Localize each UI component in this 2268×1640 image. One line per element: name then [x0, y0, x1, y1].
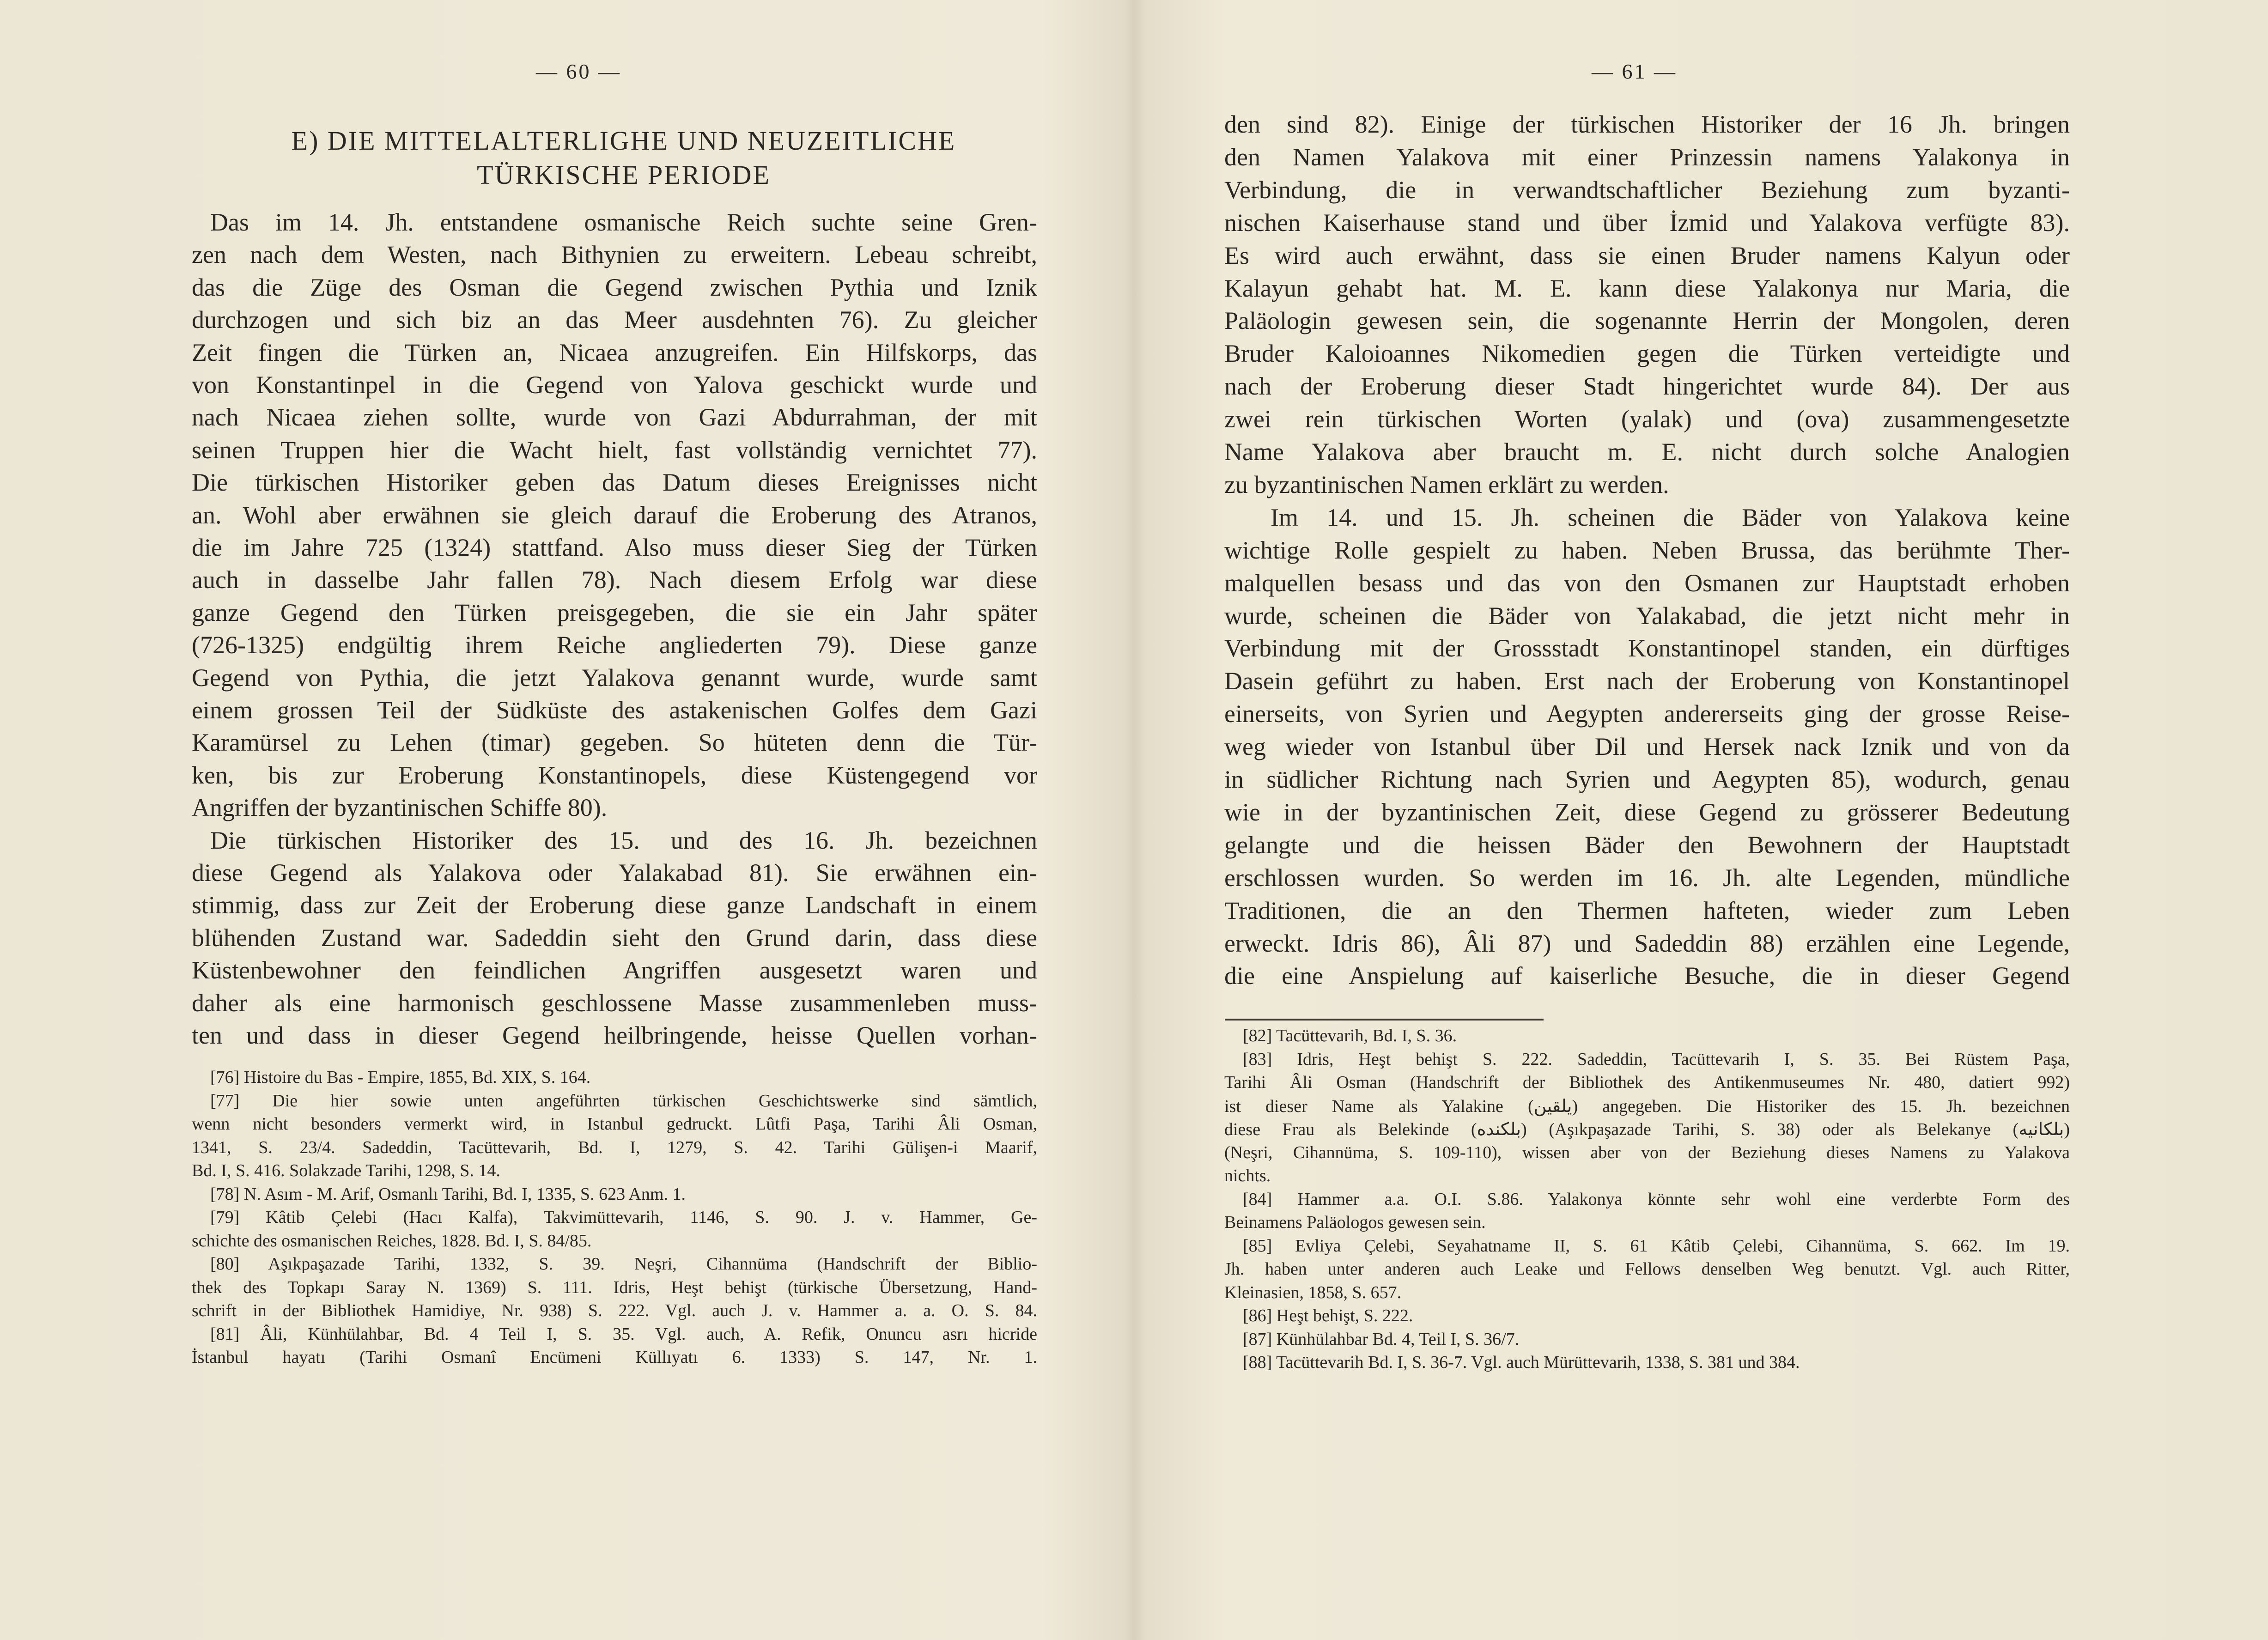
body-line: die eine Anspielung auf kaiserliche Besuche, die in dieser Gegend	[1224, 962, 2070, 990]
body-line: das die Züge des Osman die Gegend zwischen Pythia und Iznik	[192, 273, 1037, 301]
body-line: Küstenbewohner den feindlichen Angriffen ausgesetzt waren und	[192, 956, 1037, 984]
footnote-line: wenn nicht besonders vermerkt wird, in Istanbul gedruckt. Lûtfi Paşa, Tarihi Âli Osman,	[192, 1114, 1037, 1134]
body-line: Bruder Kaloioannes Nikomedien gegen die Türken verteidigte und	[1224, 340, 2070, 368]
footnote-line: diese Frau als Belekinde (بلكنده) (Aşıkpaşazade Tarihi, S. 38) oder als Belekanye (بلكانيه)	[1224, 1120, 2070, 1139]
body-line: Die türkischen Historiker geben das Datum dieses Ereignisses nicht	[192, 468, 1037, 497]
body-line: Karamürsel zu Lehen (timar) gegeben. So hüteten denn die Tür-	[192, 729, 1037, 757]
footnote-line: Bd. I, S. 416. Solakzade Tarihi, 1298, S. 14.	[192, 1161, 500, 1180]
body-line: gelangte und die heissen Bäder den Bewohnern der Hauptstadt	[1224, 831, 2070, 859]
body-line: seinen Truppen hier die Wacht hielt, fast vollständig vernichtet 77).	[192, 436, 1037, 464]
body-line: nach Nicaea ziehen sollte, wurde von Gazi Abdurrahman, der mit	[192, 403, 1037, 431]
body-line: die im Jahre 725 (1324) stattfand. Also muss dieser Sieg der Türken	[192, 534, 1037, 561]
footnote-line: [84] Hammer a.a. O.I. S.86. Yalakonya könnte sehr wohl eine verderbte Form des	[1243, 1189, 2070, 1209]
body-line: den Namen Yalakova mit einer Prinzessin namens Yalakonya in	[1224, 143, 2070, 171]
body-line: malquellen besass und das von den Osmanen zur Hauptstadt erhoben	[1224, 569, 2070, 597]
body-line: zen nach dem Westen, nach Bithynien zu erweitern. Lebeau schreibt,	[192, 241, 1037, 269]
body-line: Paläologin gewesen sein, die sogenannte Herrin der Mongolen, deren	[1224, 307, 2070, 335]
footnote-line: [80] Aşıkpaşazade Tarihi, 1332, S. 39. Neşri, Cihannüma (Handschrift der Biblio-	[210, 1254, 1037, 1274]
body-line: wie in der byzantinischen Zeit, diese Gegend zu grösserer Bedeutung	[1224, 798, 2070, 826]
body-line: Traditionen, die an den Thermen hafteten, wieder zum Leben	[1224, 896, 2070, 924]
footnote-line: Tarihi Âli Osman (Handschrift der Bibliothek des Antikenmuseumes Nr. 480, datiert 992)	[1224, 1073, 2070, 1092]
body-line: zwei rein türkischen Worten (yalak) und (ova) zusammengesetzte	[1224, 405, 2070, 433]
right-page	[1134, 0, 2268, 1640]
body-line: daher als eine harmonisch geschlossene Masse zusammenleben muss-	[192, 989, 1037, 1017]
footnote-line: schrift in der Bibliothek Hamidiye, Nr. 938) S. 222. Vgl. auch J. v. Hammer a. a. O. S. 84.	[192, 1301, 1037, 1320]
body-line: Kalayun gehabt hat. M. E. kann diese Yalakonya nur Maria, die	[1224, 274, 2070, 302]
body-line: auch in dasselbe Jahr fallen 78). Nach diesem Erfolg war diese	[192, 566, 1037, 594]
body-line: Verbindung mit der Grossstadt Konstantinopel standen, ein dürftiges	[1224, 634, 2070, 662]
body-line: Verbindung, die in verwandtschaftlicher Beziehung zum byzanti-	[1224, 176, 2070, 204]
body-line: Name Yalakova aber braucht m. E. nicht durch solche Analogien	[1224, 438, 2070, 466]
footnote-line: Beinamens Paläologos gewesen sein.	[1224, 1213, 1486, 1232]
footnote-line: [82] Tacüttevarih, Bd. I, S. 36.	[1243, 1026, 1457, 1045]
footnote-line: Jh. haben unter anderen auch Leake und Fellows denselben Weg benutzt. Vgl. auch Ritter,	[1224, 1259, 2070, 1279]
footnote-line: thek des Topkapı Saray N. 1369) S. 111. Idris, Heşt behişt (türkische Übersetzung, Hand-	[192, 1277, 1037, 1297]
body-line: einem grossen Teil der Südküste des astakenischen Golfes dem Gazi	[192, 696, 1037, 724]
body-line: den sind 82). Einige der türkischen Historiker der 16 Jh. bringen	[1224, 110, 2070, 138]
footnote-line: İstanbul hayatı (Tarihi Osmanî Encümeni Küllıyatı 6. 1333) S. 147, Nr. 1.	[192, 1348, 1037, 1367]
footnote-line: [83] Idris, Heşt behişt S. 222. Sadeddin, Tacüttevarih I, S. 35. Bei Rüstem Paşa,	[1243, 1049, 2070, 1069]
footnote-line: [85] Evliya Çelebi, Seyahatname II, S. 61 Kâtib Çelebi, Cihannüma, S. 662. Im 19.	[1243, 1236, 2070, 1256]
footnote-line: [79] Kâtib Çelebi (Hacı Kalfa), Takvimüttevarih, 1146, S. 90. J. v. Hammer, Ge-	[210, 1208, 1037, 1227]
body-line: an. Wohl aber erwähnen sie gleich darauf die Eroberung des Atranos,	[192, 501, 1037, 529]
body-line: nach der Eroberung dieser Stadt hingerichtet wurde 84). Der aus	[1224, 372, 2070, 401]
footnote-line: (Neşri, Cihannüma, S. 109-110), wissen aber von der Beziehung dieses Namens zu Yalakova	[1224, 1142, 2070, 1162]
footnote-line: [86] Heşt behişt, S. 222.	[1243, 1306, 1413, 1325]
footnote-rule	[1225, 1019, 1544, 1020]
footnote-line: ist dieser Name als Yalakine (يلقين) angegeben. Die Historiker des 15. Jh. bezeichnen	[1224, 1096, 2070, 1116]
body-line: nischen Kaiserhause stand und über İzmid und Yalakova verfügte 83).	[1224, 208, 2070, 237]
body-line: blühenden Zustand war. Sadeddin sieht den Grund darin, dass diese	[192, 923, 1037, 952]
footnote-line: [77] Die hier sowie unten angeführten türkischen Geschichtswerke sind sämtlich,	[210, 1091, 1037, 1111]
body-line: zu byzantinischen Namen erklärt zu werden.	[1224, 470, 1669, 498]
body-line: Die türkischen Historiker des 15. und des 16. Jh. bezeichnen	[210, 826, 1037, 854]
body-line: Das im 14. Jh. entstandene osmanische Reich suchte seine Gren-	[210, 208, 1037, 236]
footnote-line: [78] N. Asım - M. Arif, Osmanlı Tarihi, Bd. I, 1335, S. 623 Anm. 1.	[210, 1184, 686, 1204]
body-line: diese Gegend als Yalakova oder Yalakabad 81). Sie erwähnen ein-	[192, 859, 1037, 887]
section-heading-line: E) DIE MITTELALTERLIGHE UND NEUZEITLICHE	[291, 126, 956, 156]
footnote-line: [81] Âli, Künhülahbar, Bd. 4 Teil I, S. 35. Vgl. auch, A. Refik, Onuncu asrı hicride	[210, 1324, 1037, 1344]
footnote-line: [88] Tacüttevarih Bd. I, S. 36-7. Vgl. auch Mürüttevarih, 1338, S. 381 und 384.	[1243, 1353, 1800, 1372]
body-line: ganze Gegend den Türken preisgegeben, die sie ein Jahr später	[192, 598, 1037, 626]
body-line: Dasein geführt zu haben. Erst nach der Eroberung von Konstantinopel	[1224, 667, 2070, 695]
body-line: Zeit fingen die Türken an, Nicaea anzugreifen. Ein Hilfskorps, das	[192, 338, 1037, 366]
body-line: erweckt. Idris 86), Âli 87) und Sadeddin 88) erzählen eine Legende,	[1224, 929, 2070, 957]
footnote-line: 1341, S. 23/4. Sadeddin, Tacüttevarih, Bd. I, 1279, S. 42. Tarihi Gülişen-i Maarif,	[192, 1137, 1037, 1157]
body-line: weg wieder von Istanbul über Dil und Hersek nack Iznik und von da	[1224, 733, 2070, 761]
page-number: — 60 —	[536, 60, 621, 83]
body-line: wichtige Rolle gespielt zu haben. Neben Brussa, das berühmte Ther-	[1224, 536, 2070, 564]
footnote-line: nichts.	[1224, 1166, 1271, 1185]
body-line: Angriffen der byzantinischen Schiffe 80).	[192, 794, 608, 822]
body-line: stimmig, dass zur Zeit der Eroberung diese ganze Landschaft in einem	[192, 891, 1037, 919]
body-line: ken, bis zur Eroberung Konstantinopels, diese Küstengegend vor	[192, 761, 1037, 789]
body-line: einerseits, von Syrien und Aegypten andererseits ging der grosse Reise-	[1224, 700, 2070, 728]
section-heading	[231, 124, 1016, 192]
body-line: Es wird auch erwähnt, dass sie einen Bruder namens Kalyun oder	[1224, 241, 2070, 269]
body-line: in südlicher Richtung nach Syrien und Aegypten 85), wodurch, genau	[1224, 765, 2070, 793]
body-line: Im 14. und 15. Jh. scheinen die Bäder von Yalakova keine	[1271, 503, 2070, 531]
body-line: durchzogen und sich biz an das Meer ausdehnten 76). Zu gleicher	[192, 306, 1037, 334]
body-line: von Konstantinpel in die Gegend von Yalova geschickt wurde und	[192, 371, 1037, 399]
footnote-line: [76] Histoire du Bas - Empire, 1855, Bd. XIX, S. 164.	[210, 1068, 591, 1087]
body-line: erschlossen wurden. So werden im 16. Jh. alte Legenden, mündliche	[1224, 863, 2070, 892]
body-line: Gegend von Pythia, die jetzt Yalakova genannt wurde, wurde samt	[192, 663, 1037, 692]
section-heading-line: TÜRKISCHE PERIODE	[477, 160, 771, 190]
page-number: — 61 —	[1592, 60, 1677, 83]
footnote-line: Kleinasien, 1858, S. 657.	[1224, 1282, 1402, 1302]
footnote-line: schichte des osmanischen Reiches, 1828. Bd. I, S. 84/85.	[192, 1231, 592, 1251]
footnote-line: [87] Künhülahbar Bd. 4, Teil I, S. 36/7.	[1243, 1329, 1520, 1349]
body-line: ten und dass in dieser Gegend heilbringende, heisse Quellen vorhan-	[192, 1021, 1037, 1049]
body-line: (726-1325) endgültig ihrem Reiche angliederten 79). Diese ganze	[192, 631, 1037, 659]
body-line: wurde, scheinen die Bäder von Yalakabad, die jetzt nicht mehr in	[1224, 601, 2070, 630]
